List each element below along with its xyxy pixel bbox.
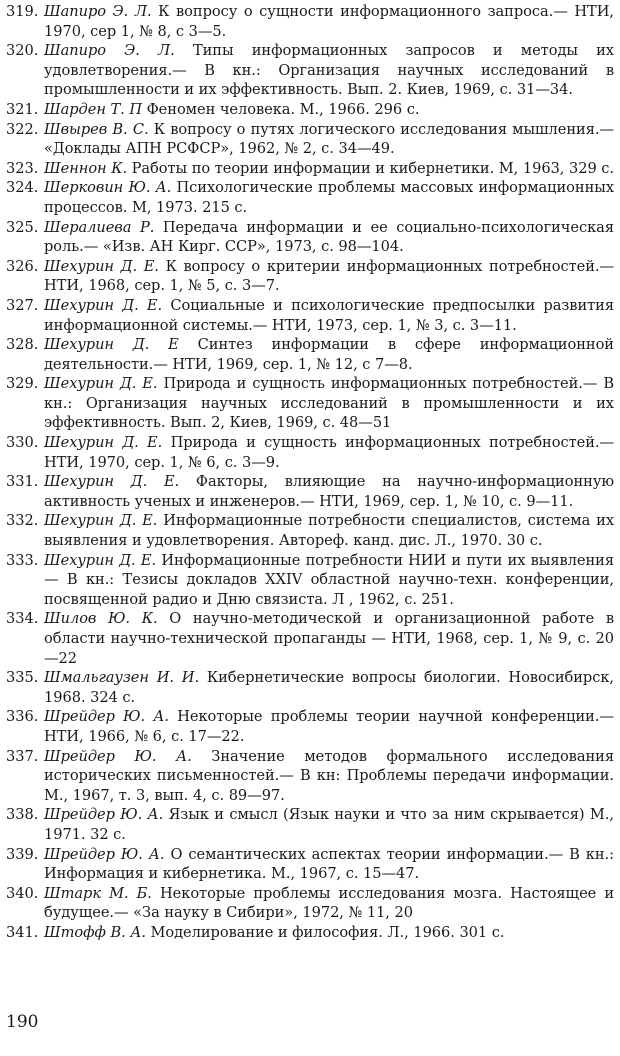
entry-number: 320. <box>6 42 39 60</box>
entry-text: Некоторые проблемы теории научной конференции.— НТИ, 1966, № 6, с. 17—22. <box>44 708 614 745</box>
entry-number: 326. <box>6 257 39 275</box>
bibliography-entry <box>6 335 614 374</box>
entry-body <box>44 335 614 374</box>
entry-text: Природа и сущность информационных потребностей.— В кн.: Организация научных исследований в промышленности и их эффективность. Вып. 2, Киев, 1969, с. 48—51 <box>44 375 615 432</box>
entry-body <box>44 159 614 179</box>
entry-text: Язык и смысл (Язык науки и что за ним скрывается) М., 1971. 32 с. <box>44 806 614 843</box>
entry-number: 341. <box>6 923 39 941</box>
entry-author: Шилов Ю. К. <box>44 610 158 628</box>
entry-number: 335. <box>6 669 39 687</box>
entry-author: Шапиро Э. Л. <box>44 3 152 20</box>
entry-text: О семантических аспектах теории информации.— В кн.: Информация и кибернетика. М., 1967, с. 15—47. <box>44 845 614 883</box>
entry-text: Информационные потребности специалистов, система их выявления и удовлетворения. Автореф. канд. дис. Л., 1970. 30 с. <box>44 512 615 550</box>
entry-author: Шехурин Д. Е. <box>44 512 158 530</box>
entry-body <box>44 923 614 943</box>
entry-body <box>44 472 614 511</box>
entry-text: Кибернетические вопросы биологии. Новосибирск, 1968. 324 с. <box>44 669 615 706</box>
entry-body <box>44 296 614 335</box>
entry-text: Факторы, влияющие на научно-информационную активность ученых и инженеров.— НТИ, 1969, сер. 1, № 10, с. 9—11. <box>44 473 615 510</box>
entry-number: 322. <box>6 120 39 138</box>
bibliography-entry <box>6 511 614 550</box>
entry-author: Шрейдер Ю. А. <box>44 806 164 824</box>
entry-author: Шмальгаузен И. И. <box>44 669 200 687</box>
entry-author: Штарк М. Б. <box>44 884 152 902</box>
entry-number: 340. <box>6 884 39 902</box>
entry-author: Швырев В. С. <box>44 120 149 138</box>
bibliography-entry <box>6 433 614 472</box>
entry-number: 319. <box>6 3 39 20</box>
entry-text: К вопросу о сущности информационного запроса.— НТИ, 1970, сер 1, № 8, с 3—5. <box>44 3 614 40</box>
entry-body <box>44 100 614 120</box>
entry-number: 337. <box>6 747 39 765</box>
entry-number: 334. <box>6 610 39 628</box>
bibliography-entry <box>6 120 614 159</box>
entry-author: Шерковин Ю. А. <box>44 179 172 197</box>
entry-text: Некоторые проблемы исследования мозга. Настоящее и будущее.— «За науку в Сибири», 1972, № 11, 20 <box>44 884 614 922</box>
entry-author: Шрейдер Ю. А. <box>44 845 165 863</box>
entry-body <box>44 747 614 806</box>
entry-number: 330. <box>6 434 39 452</box>
entry-body <box>44 120 614 159</box>
bibliography-entry <box>6 257 614 296</box>
bibliography-entry <box>6 707 614 746</box>
entry-number: 323. <box>6 159 39 177</box>
entry-body <box>44 257 614 296</box>
entry-body <box>44 551 614 610</box>
entry-number: 332. <box>6 512 39 530</box>
entry-body <box>44 2 614 41</box>
entry-body <box>44 845 614 884</box>
entry-body <box>44 511 614 550</box>
entry-body <box>44 178 614 217</box>
entry-author: Шехурин Д. Е. <box>44 375 158 393</box>
entry-body <box>44 609 614 668</box>
entry-number: 329. <box>6 375 39 393</box>
bibliography-entry <box>6 296 614 335</box>
entry-text: Передача информации и ее социально-психологическая роль.— «Изв. АН Кирг. ССР», 1973, с. 98—104. <box>44 218 614 256</box>
entry-text: К вопросу о критерии информационных потребностей.— НТИ, 1968, сер. 1, № 5, с. 3—7. <box>44 257 615 295</box>
entry-number: 333. <box>6 551 39 569</box>
entry-number: 328. <box>6 336 39 354</box>
entry-author: Шехурин Д. Е. <box>44 296 163 314</box>
bibliography-entry <box>6 218 614 257</box>
entry-text: Природа и сущность информационных потребностей.— НТИ, 1970, сер. 1, № 6, с. 3—9. <box>44 434 615 471</box>
entry-number: 338. <box>6 806 39 824</box>
entry-body <box>44 668 614 707</box>
entry-text: Моделирование и философия. Л., 1966. 301 с. <box>145 923 505 941</box>
entry-text: Информационные потребности НИИ и пути их выявления — В кн.: Тезисы докладов XXIV областной научно-техн. конференции, посвященной радио и Дню связиста. Л , 1962, с. 251. <box>44 551 614 608</box>
entry-author: Шехурин Д. Е. <box>44 434 163 452</box>
bibliography-entry <box>6 2 614 41</box>
entry-author: Шрейдер Ю. А. <box>44 747 192 765</box>
entry-text: Значение методов формального исследования исторических письменностей.— В кн: Проблемы передачи информации. М., 1967, т. 3, вып. 4, с. 89—97. <box>44 747 615 804</box>
entry-author: Шехурин Д. Е <box>44 336 179 354</box>
entry-text: К вопросу о путях логического исследования мышления.— «Доклады АПН РСФСР», 1962, № 2, с. 34—49. <box>44 120 615 158</box>
bibliography-entry <box>6 178 614 217</box>
bibliography-entry <box>6 845 614 884</box>
entry-number: 336. <box>6 708 39 726</box>
entry-text: Работы по теории информации и кибернетики. М, 1963, 329 с. <box>127 159 614 177</box>
bibliography-entry <box>6 100 614 120</box>
entry-number: 339. <box>6 845 39 863</box>
entry-body <box>44 707 614 746</box>
bibliography-entry <box>6 374 614 433</box>
bibliography-entry <box>6 551 614 610</box>
page-number: 190 <box>6 1012 39 1032</box>
entry-author: Шералиева Р. <box>44 218 155 236</box>
entry-number: 327. <box>6 296 39 314</box>
bibliography-entry <box>6 923 614 943</box>
entry-text: Синтез информации в сфере информационной деятельности.— НТИ, 1969, сер. 1, № 12, с 7—8. <box>44 336 614 373</box>
bibliography-entry <box>6 41 614 100</box>
bibliography-entry <box>6 609 614 668</box>
bibliography-list <box>6 2 614 943</box>
bibliography-entry <box>6 159 614 179</box>
entry-body <box>44 218 614 257</box>
entry-number: 331. <box>6 473 39 491</box>
entry-number: 321. <box>6 100 39 118</box>
bibliography-entry <box>6 884 614 923</box>
bibliography-entry <box>6 747 614 806</box>
entry-text: Типы информационных запросов и методы их удовлетворения.— В кн.: Организация научных исследований в промышленности и их эффективность. Вып. 2. Киев, 1969, с. 31—34. <box>44 42 614 99</box>
entry-author: Шеннон К. <box>44 159 128 177</box>
entry-author: Шапиро Э. Л. <box>44 42 175 60</box>
entry-text: Психологические проблемы массовых информационных процессов. М, 1973. 215 с. <box>44 179 614 216</box>
entry-author: Шехурин Д. Е. <box>44 551 157 569</box>
entry-body <box>44 884 614 923</box>
bibliography-entry <box>6 668 614 707</box>
entry-text: Феномен человека. М., 1966. 296 с. <box>142 100 420 118</box>
entry-text: Социальные и психологические предпосылки развития информационной системы.— НТИ, 1973, сер. 1, № 3, с. 3—11. <box>44 296 614 334</box>
entry-body <box>44 433 614 472</box>
bibliography-entry <box>6 805 614 844</box>
bibliography-entry <box>6 472 614 511</box>
entry-author: Шехурин Д. Е. <box>44 473 180 491</box>
entry-number: 325. <box>6 218 39 236</box>
entry-number: 324. <box>6 179 39 197</box>
entry-author: Шрейдер Ю. А. <box>44 708 169 726</box>
entry-body <box>44 41 614 100</box>
entry-author: Шехурин Д. Е. <box>44 257 159 275</box>
entry-author: Шарден Т. П <box>44 100 143 118</box>
entry-body <box>44 805 614 844</box>
entry-author: Штофф В. А. <box>44 923 146 941</box>
entry-body <box>44 374 614 433</box>
entry-text: О научно-методической и организационной работе в области научно-технической пропаганды — НТИ, 1968, сер. 1, № 9, с. 20—22 <box>44 610 614 667</box>
